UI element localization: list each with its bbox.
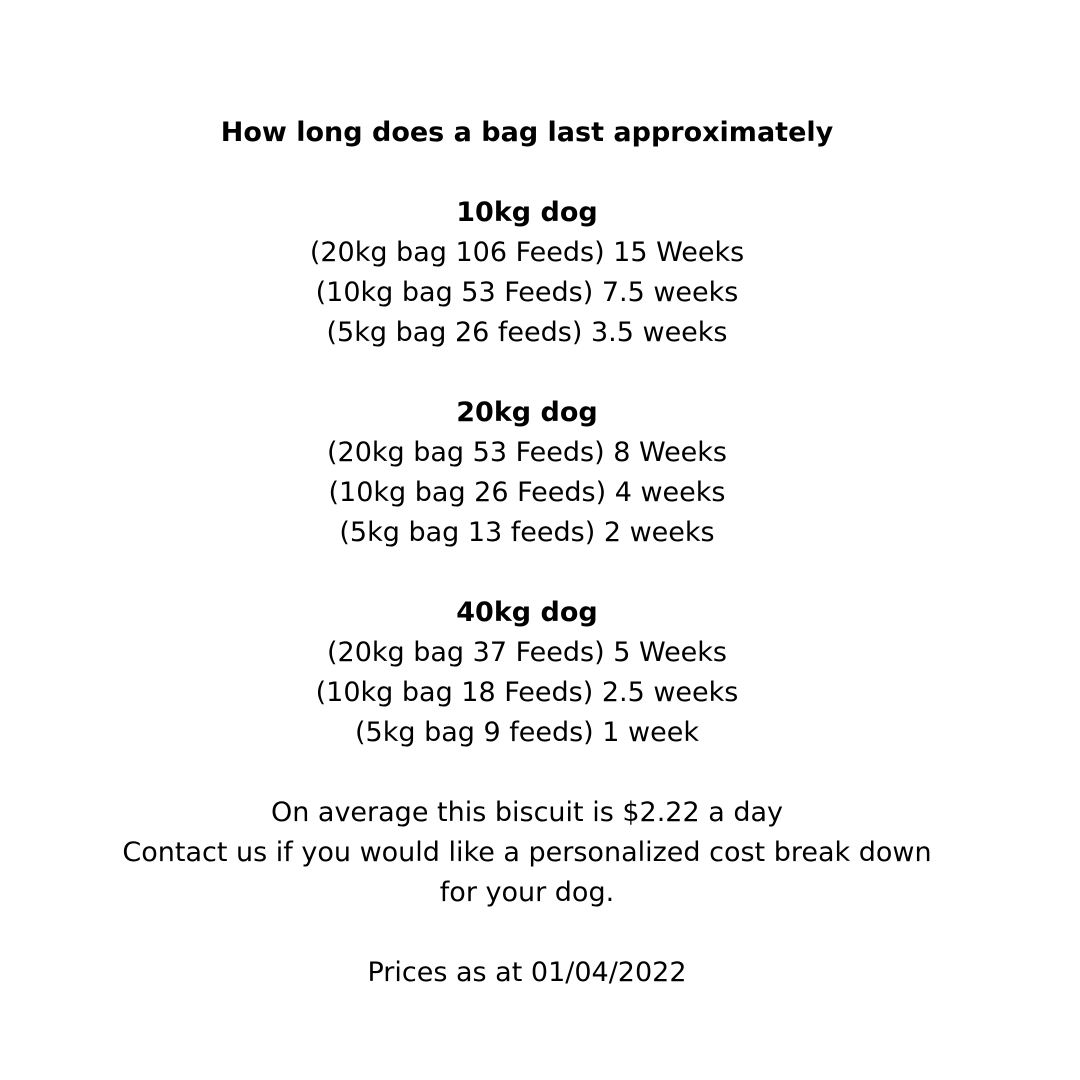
bag-duration-line: (10kg bag 26 Feeds) 4 weeks [328,477,726,508]
bag-duration-line: (5kg bag 13 feeds) 2 weeks [339,517,715,548]
spacer [0,753,1054,793]
feeding-guide [0,113,1054,993]
dog-weight-heading: 40kg dog [456,597,598,628]
section-20kg-dog [0,393,1054,553]
bag-duration-line: (10kg bag 18 Feeds) 2.5 weeks [315,677,739,708]
page-title: How long does a bag last approximately [220,117,834,148]
average-cost-text: On average this biscuit is $2.22 a day [270,797,784,828]
contact-text-line-1: Contact us if you would like a personalized cost break down [122,837,932,868]
bag-duration-line: (10kg bag 53 Feeds) 7.5 weeks [315,277,739,308]
section-40kg-dog [0,593,1054,753]
dog-weight-heading: 20kg dog [456,397,598,428]
bag-duration-line: (20kg bag 53 Feeds) 8 Weeks [327,437,727,468]
bag-duration-line: (5kg bag 9 feeds) 1 week [355,717,699,748]
bag-duration-line: (20kg bag 37 Feeds) 5 Weeks [327,637,727,668]
spacer [0,353,1054,393]
bag-duration-line: (20kg bag 106 Feeds) 15 Weeks [309,237,745,268]
dog-weight-heading: 10kg dog [456,197,598,228]
bag-duration-line: (5kg bag 26 feeds) 3.5 weeks [326,317,728,348]
contact-text-line-2: for your dog. [439,877,615,908]
prices-date-text: Prices as at 01/04/2022 [367,957,687,988]
spacer [0,153,1054,193]
spacer [0,553,1054,593]
section-10kg-dog [0,193,1054,353]
spacer [0,913,1054,953]
